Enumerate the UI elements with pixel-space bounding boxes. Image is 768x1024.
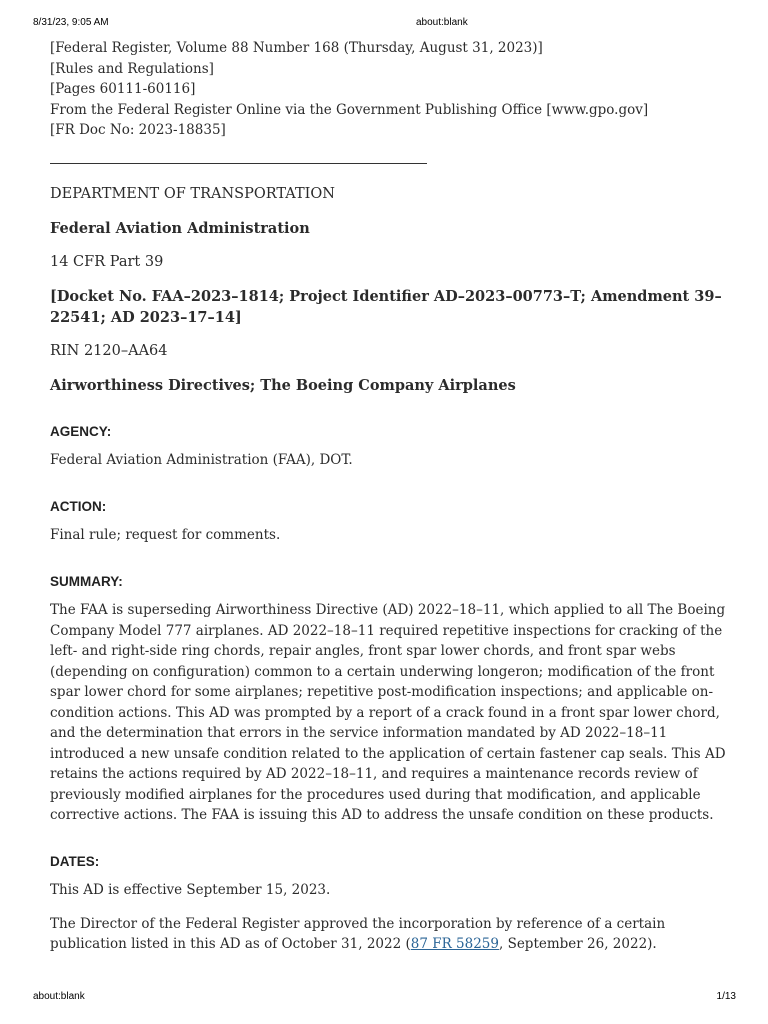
browser-print-header <box>0 17 768 31</box>
dates-effective-text: This AD is effective September 15, 2023. <box>50 882 331 898</box>
dates-ibr-paragraph <box>50 914 740 955</box>
print-page-number: 1/13 <box>716 991 736 1002</box>
fr-volume-line: [Federal Register, Volume 88 Number 168 (Thursday, August 31, 2023)] <box>50 40 543 56</box>
cfr-part-heading: 14 CFR Part 39 <box>50 253 164 270</box>
dates-ibr-text-after: , September 26, 2022). <box>498 936 657 952</box>
dates-label: DATES: <box>50 853 100 869</box>
horizontal-divider <box>50 163 427 164</box>
fr-category-line: [Rules and Regulations] <box>50 60 214 77</box>
agency-label: AGENCY: <box>50 423 112 439</box>
dates-ibr-text-before: The Director of the Federal Register approved the incorporation by reference of a certain publication listed in this AD as of October 31, 2022 ( <box>50 915 666 952</box>
fr-pages-line: [Pages 60111-60116] <box>50 81 196 97</box>
fr-doc-number-line: [FR Doc No: 2023-18835] <box>50 122 226 138</box>
action-label: ACTION: <box>50 498 107 514</box>
summary-text: The FAA is superseding Airworthiness Directive (AD) 2022–18–11, which applied to all The Boeing Company Model 777 airplanes. AD 2022–18–11 required repetitive inspections for cracking of the left- and right-side ring chords, repair angles, front spar lower chords, and front spar webs (depending on configuration) common to a certain underwing longeron; modification of the front spar lower chord for some airplanes; repetitive post-modification inspections; and applicable on-condition actions. This AD was prompted by a report of a crack found in a front spar lower chord, and the determination that errors in the service information mandated by AD 2022–18–11 introduced a new unsafe condition related to the application of certain fastener cap seals. This AD retains the actions required by AD 2022–18–11, and requires a maintenance records review of previously modified airplanes for the procedures used during that modification, and applicable corrective actions. The FAA is issuing this AD to address the unsafe condition on these products. <box>50 602 726 823</box>
browser-print-footer <box>0 991 768 1005</box>
document-body <box>50 38 740 955</box>
department-heading: DEPARTMENT OF TRANSPORTATION <box>50 185 335 202</box>
agency-heading: Federal Aviation Administration <box>50 219 310 237</box>
docket-heading: [Docket No. FAA–2023–1814; Project Identifier AD–2023–00773–T; Amendment 39–22541; AD 2023–17–14] <box>50 287 722 326</box>
print-page-title: about:blank <box>416 17 468 28</box>
summary-label: SUMMARY: <box>50 573 123 589</box>
fr-citation-link[interactable]: 87 FR 58259 <box>410 936 499 952</box>
fr-citation-block <box>50 38 740 141</box>
action-text: Final rule; request for comments. <box>50 527 281 543</box>
print-url: about:blank <box>33 991 85 1002</box>
fr-source-line: From the Federal Register Online via the Government Publishing Office [www.gpo.gov] <box>50 101 649 118</box>
document-title: Airworthiness Directives; The Boeing Company Airplanes <box>50 376 516 394</box>
print-datetime: 8/31/23, 9:05 AM <box>33 17 109 28</box>
rin-heading: RIN 2120–AA64 <box>50 342 168 359</box>
agency-text: Federal Aviation Administration (FAA), DOT. <box>50 452 353 468</box>
